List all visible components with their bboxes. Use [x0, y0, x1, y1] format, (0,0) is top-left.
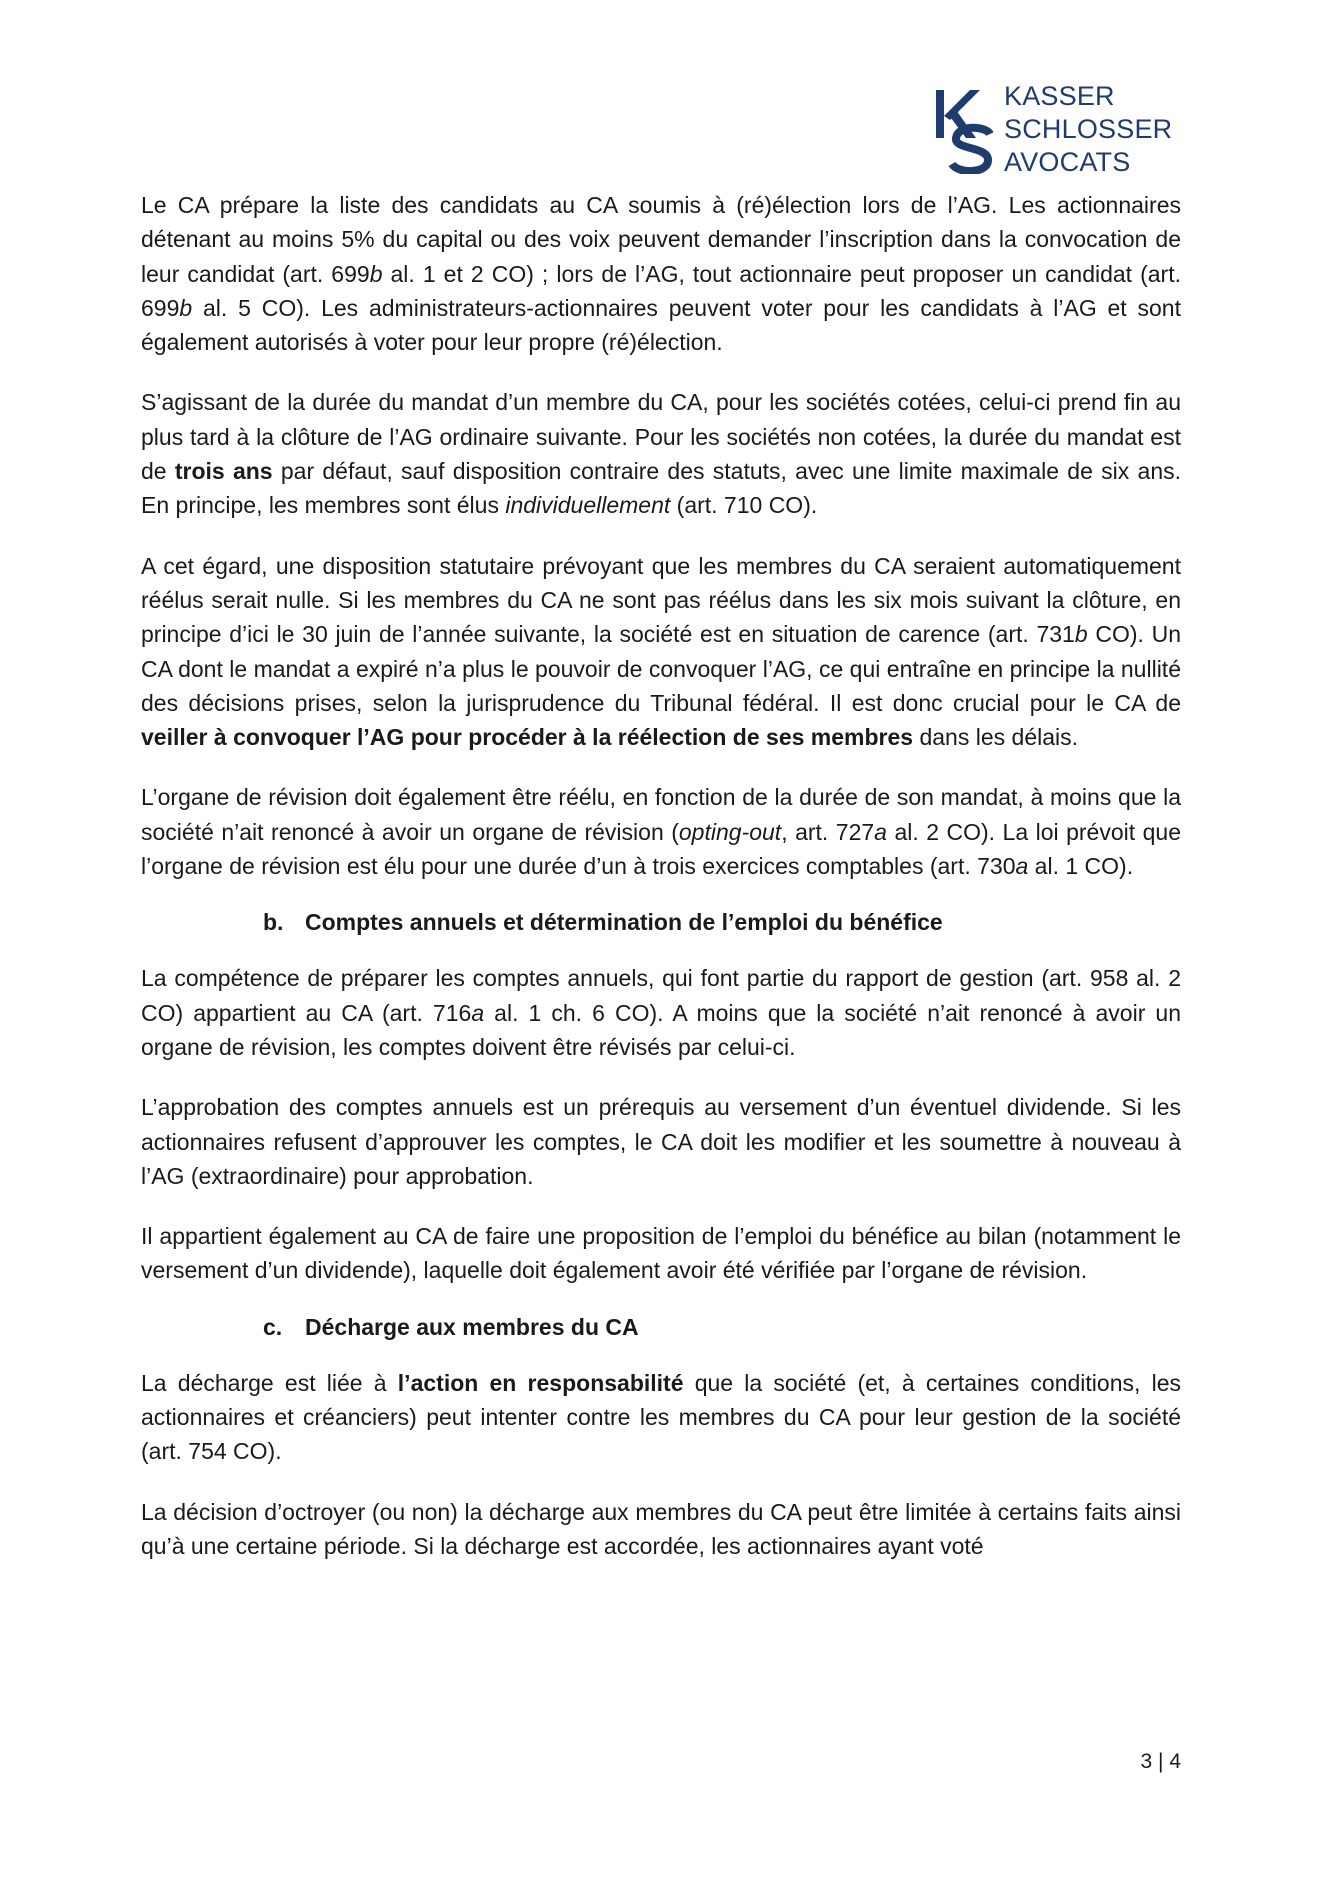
paragraph-discharge-decision: La décision d’octroyer (ou non) la décharge aux membres du CA peut être limitée à certains faits ainsi qu’à une certaine période. Si la décharge est accordée, les actionnaires ayant voté — [141, 1498, 1181, 1559]
page-number: 3 | 4 — [1140, 1750, 1181, 1773]
paragraph-mandate-duration: S’agissant de la durée du mandat d’un membre du CA, pour les sociétés cotées, celui-ci prend fin au plus tard à la clôture de l’AG ordinaire suivante. Pour les sociétés non cotées, la durée du mandat est de trois ans par défaut, sauf disposition contraire des statuts, avec une limite maximale de six ans. En principe, les membres sont élus individuellement (art. 710 CO). — [141, 389, 1181, 519]
company-logo — [930, 80, 1173, 180]
logo-line-kasser: KASSER — [1004, 81, 1115, 111]
section-heading-c: c. Décharge aux membres du CA — [263, 1313, 639, 1340]
logo-line-schlosser: SCHLOSSER — [1004, 114, 1173, 144]
paragraph-candidates: Le CA prépare la liste des candidats au CA soumis à (ré)élection lors de l’AG. Les actionnaires détenant au moins 5% du capital ou des voix peuvent demander l’inscription dans la convocation de leur candidat (art. 699b al. 1 et 2 CO) ; lors de l’AG, tout actionnaire peut proposer un candidat (art. 699b al. 5 CO). Les administrateurs-actionnaires peuvent voter pour les candidats à l’AG et sont également autorisés à voter pour leur propre (ré)élection. — [141, 192, 1181, 356]
paragraph-annual-accounts: La compétence de préparer les comptes annuels, qui font partie du rapport de gestion (art. 958 al. 2 CO) appartient au CA (art. 716a al. 1 ch. 6 CO). A moins que la société n’ait renoncé à avoir un organe de révision, les comptes doivent être révisés par celui-ci. — [141, 965, 1181, 1060]
ks-monogram-icon — [930, 88, 1000, 174]
paragraph-audit-body: L’organe de révision doit également être réélu, en fonction de la durée de son mandat, à moins que la société n’ait renoncé à avoir un organe de révision (opting-out, art. 727a al. 2 CO). La loi prévoit que l’organe de révision est élu pour une durée d’un à trois exercices comptables (art. 730a al. 1 CO). — [141, 784, 1181, 880]
section-heading-b: b. Comptes annuels et détermination de l’emploi du bénéfice — [263, 909, 943, 936]
document-body — [141, 188, 1181, 1563]
paragraph-approval: L’approbation des comptes annuels est un prérequis au versement d’un éventuel dividende. Si les actionnaires refusent d’approuver les comptes, le CA doit les modifier et les soumettre à nouveau à l’AG (extraordinaire) pour approbation. — [141, 1094, 1181, 1189]
paragraph-discharge-liability: La décharge est liée à l’action en responsabilité que la société (et, à certaines conditions, les actionnaires et créanciers) peut intenter contre les membres du CA pour leur gestion de la société (art. 754 CO). — [141, 1369, 1181, 1465]
logo-wordmark — [1004, 80, 1172, 179]
paragraph-reelection: A cet égard, une disposition statutaire prévoyant que les membres du CA seraient automatiquement réélus serait nulle. Si les membres du CA ne sont pas réélus dans les six mois suivant la clôture, en principe d’ici le 30 juin de l’année suivante, la société est en situation de carence (art. 731b CO). Un CA dont le mandat a expiré n’a plus le pouvoir de convoquer l’AG, ce qui entraîne en principe la nullité des décisions prises, selon la jurisprudence du Tribunal fédéral. Il est donc crucial pour le CA de veiller à convoquer l’AG pour procéder à la réélection de ses membres dans les délais. — [141, 552, 1181, 751]
paragraph-profit-use: Il appartient également au CA de faire une proposition de l’emploi du bénéfice au bilan (notamment le versement d’un dividende), laquelle doit également avoir été vérifiée par l’organe de révision. — [141, 1223, 1181, 1284]
logo-line-avocats: AVOCATS — [1004, 147, 1131, 177]
